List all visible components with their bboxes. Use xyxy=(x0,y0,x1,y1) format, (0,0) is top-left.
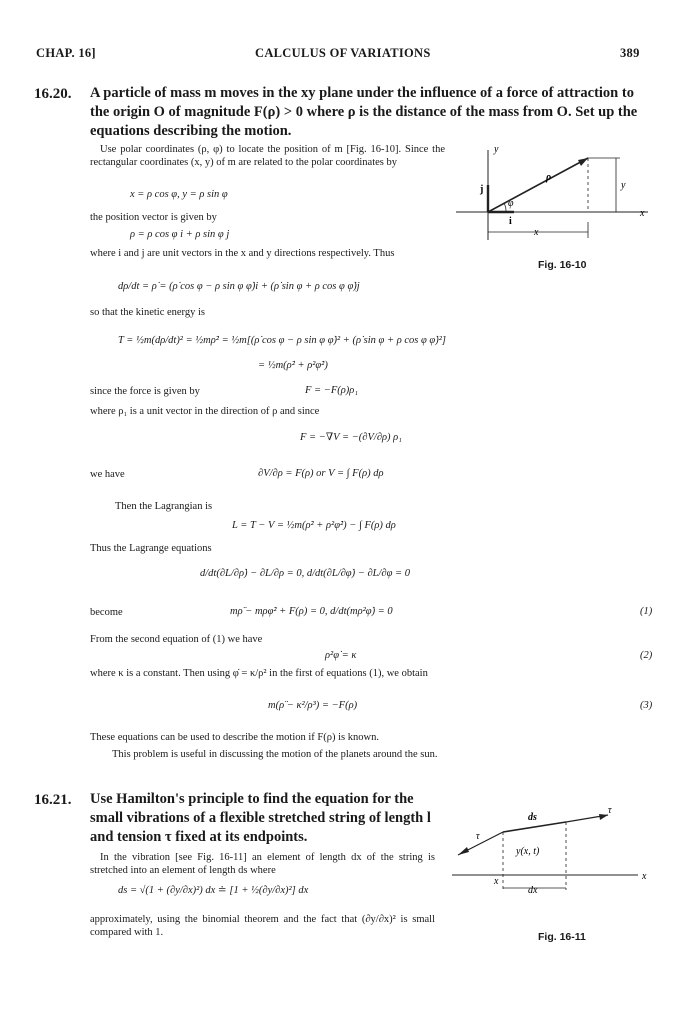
eq-3: m(ρ̈ − κ²/ρ³) = −F(ρ) xyxy=(268,700,358,711)
page-number: 389 xyxy=(620,46,640,60)
eq-rect-coords: x = ρ cos φ, y = ρ sin φ xyxy=(130,189,228,200)
eq-ds: ds = √(1 + (∂y/∂x)²) dx ≐ [1 + ½(∂y/∂x)²] dx xyxy=(118,885,309,896)
text-conclusion-2: This problem is useful in discussing the motion of the planets around the sun. xyxy=(112,749,438,760)
figure-16-10-caption: Fig. 16-10 xyxy=(538,259,587,271)
text-lagrange-equations: Thus the Lagrange equations xyxy=(90,543,212,554)
problem-statement-16-21: Use Hamilton's principle to find the equation for the small vibrations of a flexible stretched string of length l and tension τ fixed at its endpoints. xyxy=(90,791,431,845)
fig1610-x-dim-label: x xyxy=(534,227,539,238)
fig1610-y-label: y xyxy=(494,144,499,155)
solution-intro: Use polar coordinates (ρ, φ) to locate the position of m [Fig. 16-10]. Since the rectangular coordinates (x, y) of m are related to the polar coordinates by xyxy=(90,144,445,168)
text-conclusion-1: These equations can be used to describe the motion if F(ρ) is known. xyxy=(90,732,379,743)
eq-kinetic-energy-2: = ½m(ρ̇² + ρ²φ̇²) xyxy=(258,360,328,371)
fig1611-arrowhead-right xyxy=(599,814,608,820)
text-position-vector: the position vector is given by xyxy=(90,212,217,223)
eq-position-vector: ρ = ρ cos φ i + ρ sin φ j xyxy=(130,229,230,240)
text-from-second: From the second equation of (1) we have xyxy=(90,634,263,645)
fig1611-yxt-label: y(x, t) xyxy=(516,846,540,857)
fig1611-string-element xyxy=(503,822,566,832)
eq-lagrangian: L = T − V = ½m(ρ̇² + ρ²φ̇²) − ∫ F(ρ) dρ xyxy=(232,520,396,531)
figure-16-10 xyxy=(448,140,658,275)
eq-force: F = −F(ρ)ρ₁ xyxy=(305,385,358,396)
problem-number-16-20: 16.20. xyxy=(34,86,72,102)
fig1610-rho-label: ρ xyxy=(546,172,552,183)
fig1610-j-label: j xyxy=(480,184,484,195)
fig1610-angle-arc xyxy=(504,203,506,212)
fig1611-ds-label: ds xyxy=(528,812,537,823)
text-approximation: approximately, using the binomial theorem and the fact that (∂y/∂x)² is small compared with 1. xyxy=(90,914,435,938)
eq-kinetic-energy-1: T = ½m(dρ/dt)² = ½mρ̇² = ½m[(ρ̇ cos φ − ρ sin φ φ̇)² + (ρ̇ sin φ + ρ cos φ φ̇)²] xyxy=(118,335,446,346)
eq-potential: ∂V/∂ρ = F(ρ) or V = ∫ F(ρ) dρ xyxy=(258,468,384,479)
tag-eq-2: (2) xyxy=(640,650,653,661)
text-lagrangian: Then the Lagrangian is xyxy=(115,501,213,512)
text-kappa: where κ is a constant. Then using φ̇ = κ/ρ² in the first of equations (1), we obtain xyxy=(90,668,428,679)
tag-eq-3: (3) xyxy=(640,700,653,711)
text-force: since the force is given by xyxy=(90,386,200,397)
fig1611-tau-right-label: τ xyxy=(608,805,612,816)
text-we-have: we have xyxy=(90,469,125,480)
chapter-label: CHAP. 16] xyxy=(36,46,96,60)
running-title: CALCULUS OF VARIATIONS xyxy=(255,46,431,60)
fig1611-tau-left-label: τ xyxy=(476,831,480,842)
fig1611-x-dim-label: x xyxy=(494,876,499,887)
text-kinetic-energy: so that the kinetic energy is xyxy=(90,307,205,318)
figure-16-11 xyxy=(448,805,658,900)
fig1611-arrowhead-left xyxy=(458,847,469,855)
fig1610-x-label: x xyxy=(640,208,645,219)
eq-gradient-potential: F = −∇V = −(∂V/∂ρ) ρ₁ xyxy=(300,432,402,443)
text-unit-vectors: where i and j are unit vectors in the x and y directions respectively. Thus xyxy=(90,248,395,259)
fig1610-position-vector xyxy=(488,158,588,212)
fig1610-arrowhead xyxy=(578,158,588,166)
figure-16-11-caption: Fig. 16-11 xyxy=(538,931,586,943)
problem-statement-16-20: A particle of mass m moves in the xy plane under the influence of a force of attraction to the origin O of magnitude F(ρ) > 0 where ρ is the distance of the mass from O. Set up the equations describing the motion. xyxy=(90,85,638,139)
fig1610-y-dim-label: y xyxy=(621,180,626,191)
fig1610-i-label: i xyxy=(509,216,512,227)
solution-intro-16-21: In the vibration [see Fig. 16-11] an element of length dx of the string is stretched into an element of length ds where xyxy=(90,852,435,876)
fig1611-dx-label: dx xyxy=(528,885,538,896)
eq-lagrange: d/dt(∂L/∂ρ̇) − ∂L/∂ρ = 0, d/dt(∂L/∂φ̇) − ∂L/∂φ = 0 xyxy=(200,568,410,579)
eq-1: mρ̈ − mρφ̇² + F(ρ) = 0, d/dt(mρ²φ̇) = 0 xyxy=(230,606,393,617)
problem-number-16-21: 16.21. xyxy=(34,792,72,808)
tag-eq-1: (1) xyxy=(640,606,653,617)
fig1611-x-axis-label: x xyxy=(642,871,647,882)
text-unit-rho: where ρ₁ is a unit vector in the direction of ρ and since xyxy=(90,406,320,417)
text-become: become xyxy=(90,607,123,618)
fig1610-phi-label: φ xyxy=(508,198,514,209)
eq-velocity: dρ/dt = ρ̇ = (ρ̇ cos φ − ρ sin φ φ̇)i + (ρ̇ sin φ + ρ cos φ φ̇)j xyxy=(118,281,360,292)
eq-2: ρ²φ̇ = κ xyxy=(325,650,357,661)
